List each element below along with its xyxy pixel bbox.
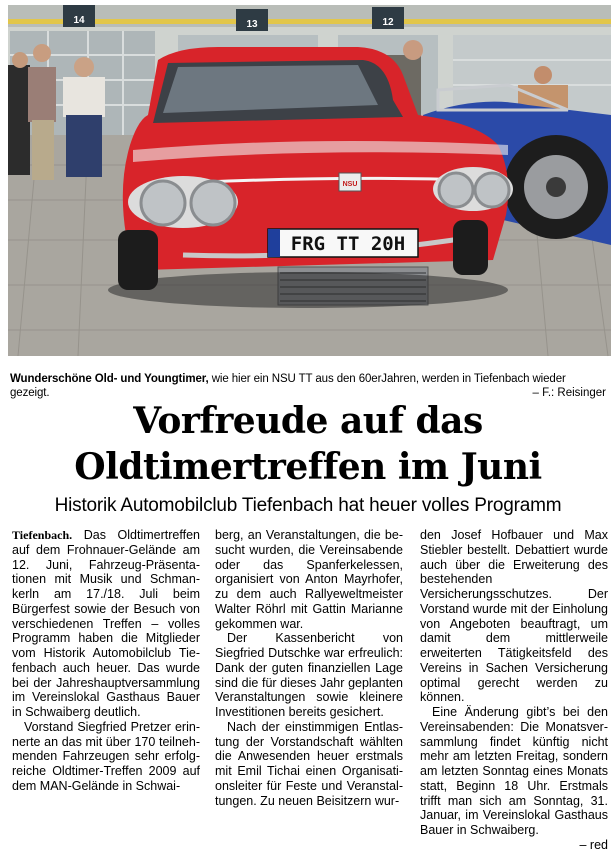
article-column-3 (420, 528, 608, 852)
article-paragraph: berg, an Veranstaltungen, die besucht wurden, die Vereinsabende oder das Spanferkelessen, organisiert von Anton Mayrhofer, zu dem auch Rallyeweltmeister Walter Röhrl mit Gattin Marianne gekommen war. (215, 528, 403, 631)
article-paragraph: Nach der einstimmigen Entlastung der Vorstandschaft wählten die Anwesenden heuer erstmals mit Emil Tichai einen Organisationsleiter für Feste und Veranstaltungen. Zu neuen Beisitzern wur- (215, 719, 403, 808)
paragraph-text: Das Oldtimertreffen auf dem Frohnauer-Gelände am 12. Juni, Fahrzeug-Präsentationen mit Musik und Schmankerln am 17./18. Juli beim Bürgerfest sowie der Besuch von verschiedenen Treffen – volles Programm haben die Mitglieder vom Historik Automobilclub Tiefenbach auch heuer. Das wurde bei der Jahreshauptversammlung im Vereinslokal Gasthaus Bauer in Schwaiberg deutlich. (12, 528, 200, 719)
headline (0, 398, 616, 490)
license-plate: FRG TT 20H (290, 233, 406, 255)
article-column-2 (215, 528, 403, 818)
garage-number-14: 14 (73, 15, 85, 26)
headline-line-2: Oldtimertreffen im Juni (74, 446, 542, 488)
article-paragraph: den Josef Hofbauer und Max Stiebler bestellt. Debattiert wurde auch über die Erweiterung des bestehenden Versicherungsschutzes. Der Vorstand wurde mit der Einholung von Angeboten beauftragt, um damit dem mittlerweile erweiterten Tätigkeitsfeld des Vereins in Sachen Versicherung optimal gerecht werden zu können. (420, 528, 608, 705)
photo-credit: – F.: Reisinger (532, 387, 606, 399)
article-photo (8, 5, 611, 356)
garage-number-13: 13 (246, 19, 258, 30)
photo-caption (10, 372, 608, 400)
dateline: Tiefenbach. (12, 528, 73, 542)
article-paragraph: Vorstand Siegfried Pretzer erinnerte an das mit über 170 teilnehmenden Fahrzeugen sehr erfolgreiche Oldtimer-Treffen 2009 auf dem MAN-Gelände in Schwai- (12, 719, 200, 793)
author-signature: – red (579, 837, 608, 852)
caption-text: wie hier ein NSU TT aus den 60erJahren, werden in Tiefenbach wieder gezeigt. (10, 373, 566, 399)
article-paragraph: Der Kassenbericht von Siegfried Dutschke war erfreulich: Dank der guten finanziellen Lage sind die für dieses Jahr geplanten Veranstaltungen sowie kleinere Investitionen bereits gesichert. (215, 631, 403, 719)
article-paragraph (12, 528, 200, 720)
subheadline: Historik Automobilclub Tiefenbach hat heuer volles Programm (54, 495, 562, 516)
nsu-badge: NSU (342, 181, 358, 188)
garage-number-12: 12 (382, 17, 394, 28)
caption-bold: Wunderschöne Old- und Youngtimer, (10, 373, 209, 385)
headline-line-1: Vorfreude auf das (133, 400, 483, 442)
article-paragraph: Eine Änderung gibt’s bei den Vereinsabenden: Die Monatsversammlung findet künftig nicht mehr am letzten Freitag, sondern am letzten Sonntag eines Monats statt, Beginn 18 Uhr. Erstmals trifft man sich am Sonntag, 31. Januar, im Vereinslokal Gasthaus Bauer in Schwaiberg. (420, 705, 608, 837)
article-column-1 (12, 528, 200, 818)
